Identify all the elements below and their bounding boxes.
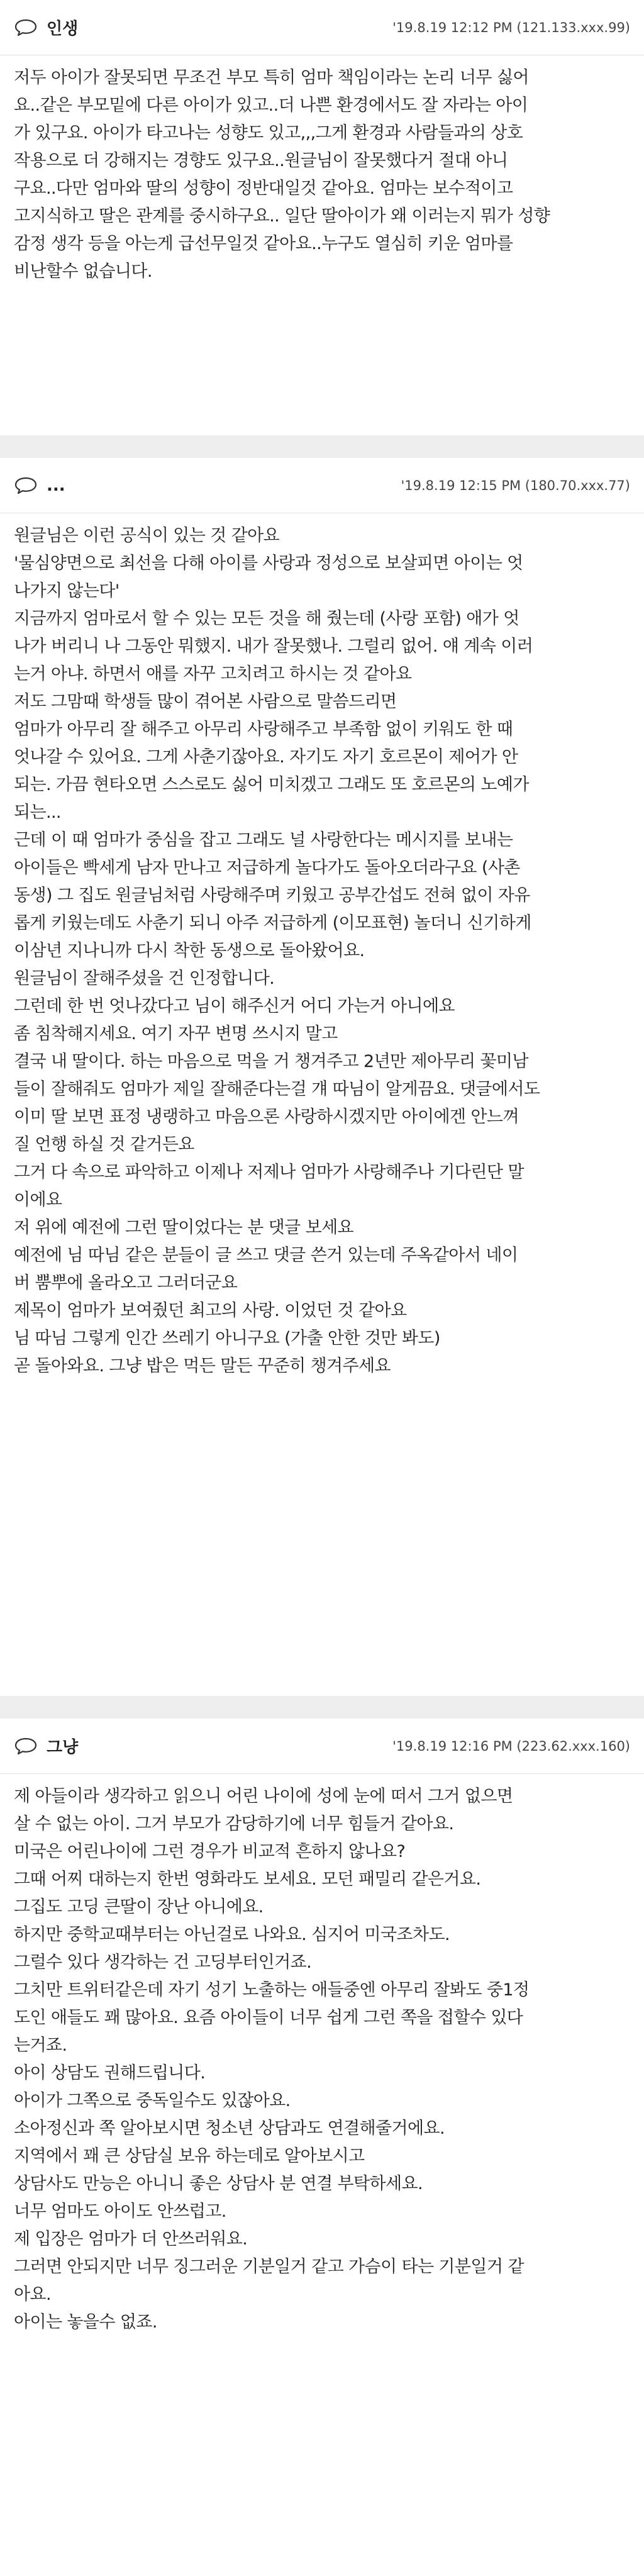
comment-line: 되는. 가끔 현타오면 스스로도 싫어 미치겠고 그래도 또 호르몬의 노예가 xyxy=(14,775,529,795)
comment-line: 님 따님 그렇게 인간 쓰레기 아니구요 (가출 안한 것만 봐도) xyxy=(14,1329,440,1348)
comment-line: 요..같은 부모밑에 다른 아이가 있고..더 나쁜 환경에서도 잘 자라는 아이 xyxy=(14,96,528,115)
comment-line: 나가지 않는다' xyxy=(14,581,119,601)
comment-line: 그때 어찌 대하는지 한번 영화라도 보세요. 모던 패밀리 같은거요. xyxy=(14,1870,481,1889)
comment-author: ... xyxy=(47,476,65,495)
comment-line: 예전에 님 따님 같은 분들이 글 쓰고 댓글 쓴거 있는데 주옥같아서 네이 xyxy=(14,1246,518,1265)
comment-line: 좀 침착해지세요. 여기 자꾸 변명 쓰시지 말고 xyxy=(14,1024,338,1044)
comment-line: 이에요 xyxy=(14,1190,62,1210)
comment-line: 저도 그맘때 학생들 많이 겪어본 사람으로 말씀드리면 xyxy=(14,692,397,711)
comment-line xyxy=(14,1519,630,1546)
comment-line: 지금까지 엄마로서 할 수 있는 모든 것을 해 줬는데 (사랑 포함) 애가 엇 xyxy=(14,609,519,628)
comment-line: 아요. xyxy=(14,2285,51,2304)
comment-meta: '19.8.19 12:15 PM (180.70.xxx.77) xyxy=(401,477,630,493)
comment-line: 질 언행 하실 것 같거든요 xyxy=(14,1135,194,1154)
comment-line: 살 수 없는 아이. 그거 부모가 감당하기에 너무 힘들거 같아요. xyxy=(14,1814,454,1834)
comment-header xyxy=(0,0,644,55)
comment-line: 버 뿜뿌에 올라오고 그러더군요 xyxy=(14,1273,238,1293)
comment-line xyxy=(14,1491,630,1519)
comment-line: 롭게 키웠는데도 사춘기 되니 아주 저급하게 (이모표현) 놀더니 신기하게 xyxy=(14,913,531,933)
speech-bubble-icon xyxy=(14,476,38,495)
comment-line: 들이 잘해줘도 엄마가 제일 잘해준다는걸 걔 따님이 알게끔요. 댓글에서도 xyxy=(14,1079,540,1099)
comment-header xyxy=(0,1719,644,1774)
comment-line: 너무 엄마도 아이도 안쓰럽고. xyxy=(14,2202,226,2221)
comment-line: 저 위에 예전에 그런 딸이었다는 분 댓글 보세요 xyxy=(14,1218,354,1237)
comment-author: 인생 xyxy=(47,20,79,38)
comment-line xyxy=(14,1574,630,1602)
comment-line: 근데 이 때 엄마가 중심을 잡고 그래도 널 사랑한다는 메시지를 보내는 xyxy=(14,830,513,850)
comment-line: 고지식하고 딸은 관계를 중시하구요.. 일단 딸아이가 왜 이러는지 뭐가 성향 xyxy=(14,206,550,226)
comment-card xyxy=(0,0,644,435)
comment-line: 소아정신과 쪽 알아보시면 청소년 상담과도 연결해줄거에요. xyxy=(14,2119,445,2138)
comment-line: 그집도 고딩 큰딸이 장난 아니에요. xyxy=(14,1897,264,1917)
comment-line: 가 있구요. 아이가 타고나는 성향도 있고,,,그게 환경과 사람들과의 상호 xyxy=(14,123,523,143)
comment-line: 제 입장은 엄마가 더 안쓰러워요. xyxy=(14,2229,248,2249)
comment-line: 상담사도 만능은 아니니 좋은 상담사 분 연결 부탁하세요. xyxy=(14,2174,423,2194)
comment-line: 도인 애들도 꽤 많아요. 요즘 아이들이 너무 쉽게 그런 쪽을 접할수 있다 xyxy=(14,2008,523,2027)
comment-author: 그냥 xyxy=(47,1738,79,1757)
comment-line: 엄마가 아무리 잘 해주고 아무리 사랑해주고 부족함 없이 키워도 한 때 xyxy=(14,720,513,739)
comment-line: 아이는 놓을수 없죠. xyxy=(14,2312,157,2332)
comment-line xyxy=(14,1463,630,1491)
comment-card xyxy=(0,1719,644,2576)
comment-line: 미국은 어린나이에 그런 경우가 비교적 흔하지 않나요? xyxy=(14,1842,406,1861)
comment-meta: '19.8.19 12:12 PM (121.133.xxx.99) xyxy=(392,20,630,35)
comment-separator xyxy=(0,435,644,458)
comment-line: 작용으로 더 강해지는 경향도 있구요..원글님이 잘못했다거 절대 아니 xyxy=(14,151,508,170)
speech-bubble-icon xyxy=(14,1737,38,1756)
comment-line: 그런데 한 번 엇나갔다고 님이 해주신거 어디 가는거 아니에요 xyxy=(14,996,455,1016)
comment-meta: '19.8.19 12:16 PM (223.62.xxx.160) xyxy=(392,1738,630,1754)
comment-line: 감정 생각 등을 아는게 급선무일것 같아요..누구도 열심히 키운 엄마를 xyxy=(14,234,513,254)
comment-line: 아이가 그쪽으로 중독일수도 있잖아요. xyxy=(14,2091,291,2110)
comment-line xyxy=(14,1436,630,1463)
comment-line: 제목이 엄마가 보여줬던 최고의 사랑. 이었던 것 같아요 xyxy=(14,1301,407,1320)
comment-line: 이미 딸 보면 표정 냉랭하고 마음으론 사랑하시겠지만 아이에겐 안느껴 xyxy=(14,1107,519,1127)
comment-line: 제 아들이라 생각하고 읽으니 어린 나이에 성에 눈에 떠서 그거 없으면 xyxy=(14,1787,513,1806)
comment-header xyxy=(0,458,644,513)
comment-line xyxy=(14,1380,630,1408)
comment-line: 구요..다만 엄마와 딸의 성향이 정반대일것 같아요. 엄마는 보수적이고 xyxy=(14,179,513,198)
comment-line xyxy=(14,1629,630,1657)
comment-line: 그거 다 속으로 파악하고 이제나 저제나 엄마가 사랑해주나 기다린단 말 xyxy=(14,1163,524,1182)
comment-line: 곧 돌아와요. 그냥 밥은 먹든 말든 꾸준히 챙겨주세요 xyxy=(14,1356,391,1376)
comment-separator xyxy=(0,1696,644,1719)
comment-line: 동생) 그 집도 원글님처럼 사랑해주며 키웠고 공부간섭도 전혀 없이 자유 xyxy=(14,886,530,905)
comment-line: 엇나갈 수 있어요. 그게 사춘기잖아요. 자기도 자기 호르몬이 제어가 안 xyxy=(14,747,518,767)
comment-line: 결국 내 딸이다. 하는 마음으로 먹을 거 챙겨주고 2년만 제아무리 꽃미남 xyxy=(14,1052,528,1071)
comment-line: 는거 아냐. 하면서 애를 자꾸 고치려고 하시는 것 같아요 xyxy=(14,664,412,684)
comment-line: 원글님이 잘해주셨을 건 인정합니다. xyxy=(14,969,275,988)
speech-bubble-icon xyxy=(14,18,38,37)
comment-line: 아이 상담도 권해드립니다. xyxy=(14,2063,206,2083)
comment-line: 나가 버리니 나 그동안 뭐했지. 내가 잘못했나. 그럴리 없어. 얘 계속 이러 xyxy=(14,637,533,656)
comment-line: 그럴수 있다 생각하는 건 고딩부터인거죠. xyxy=(14,1953,312,1972)
comment-line: 되는... xyxy=(14,803,61,822)
comment-line xyxy=(14,1546,630,1574)
comment-line: 아이들은 빡세게 남자 만나고 저급하게 놀다가도 돌아오더라구요 (사촌 xyxy=(14,858,520,878)
comment-line: 비난할수 없습니다. xyxy=(14,262,152,281)
comment-body xyxy=(0,513,644,1657)
comment-line: 그치만 트위터같은데 자기 성기 노출하는 애들중엔 아무리 잘봐도 중1정 xyxy=(14,1980,530,2000)
comment-line: 원글님은 이런 공식이 있는 것 같아요 xyxy=(14,526,280,545)
comment-line: 지역에서 꽤 큰 상담실 보유 하는데로 알아보시고 xyxy=(14,2146,365,2166)
comment-line: 하지만 중학교때부터는 아닌걸로 나와요. 심지어 미국조차도. xyxy=(14,1925,450,1944)
comment-line: 그러면 안되지만 너무 징그러운 기분일거 같고 가슴이 타는 기분일거 같 xyxy=(14,2257,524,2277)
comment-body xyxy=(0,1774,644,2336)
comment-line xyxy=(14,1408,630,1436)
comment-card xyxy=(0,458,644,1696)
comment-line: 는거죠. xyxy=(14,2036,67,2055)
comment-line xyxy=(14,1602,630,1629)
comment-line: 저두 아이가 잘못되면 무조건 부모 특히 엄마 책임이라는 논리 너무 싫어 xyxy=(14,68,529,87)
comment-line: 이삼년 지나니까 다시 착한 동생으로 돌아왔어요. xyxy=(14,941,365,961)
comment-line: '물심양면으로 최선을 다해 아이를 사랑과 정성으로 보살피면 아이는 엇 xyxy=(14,554,523,573)
comment-body xyxy=(0,55,644,286)
